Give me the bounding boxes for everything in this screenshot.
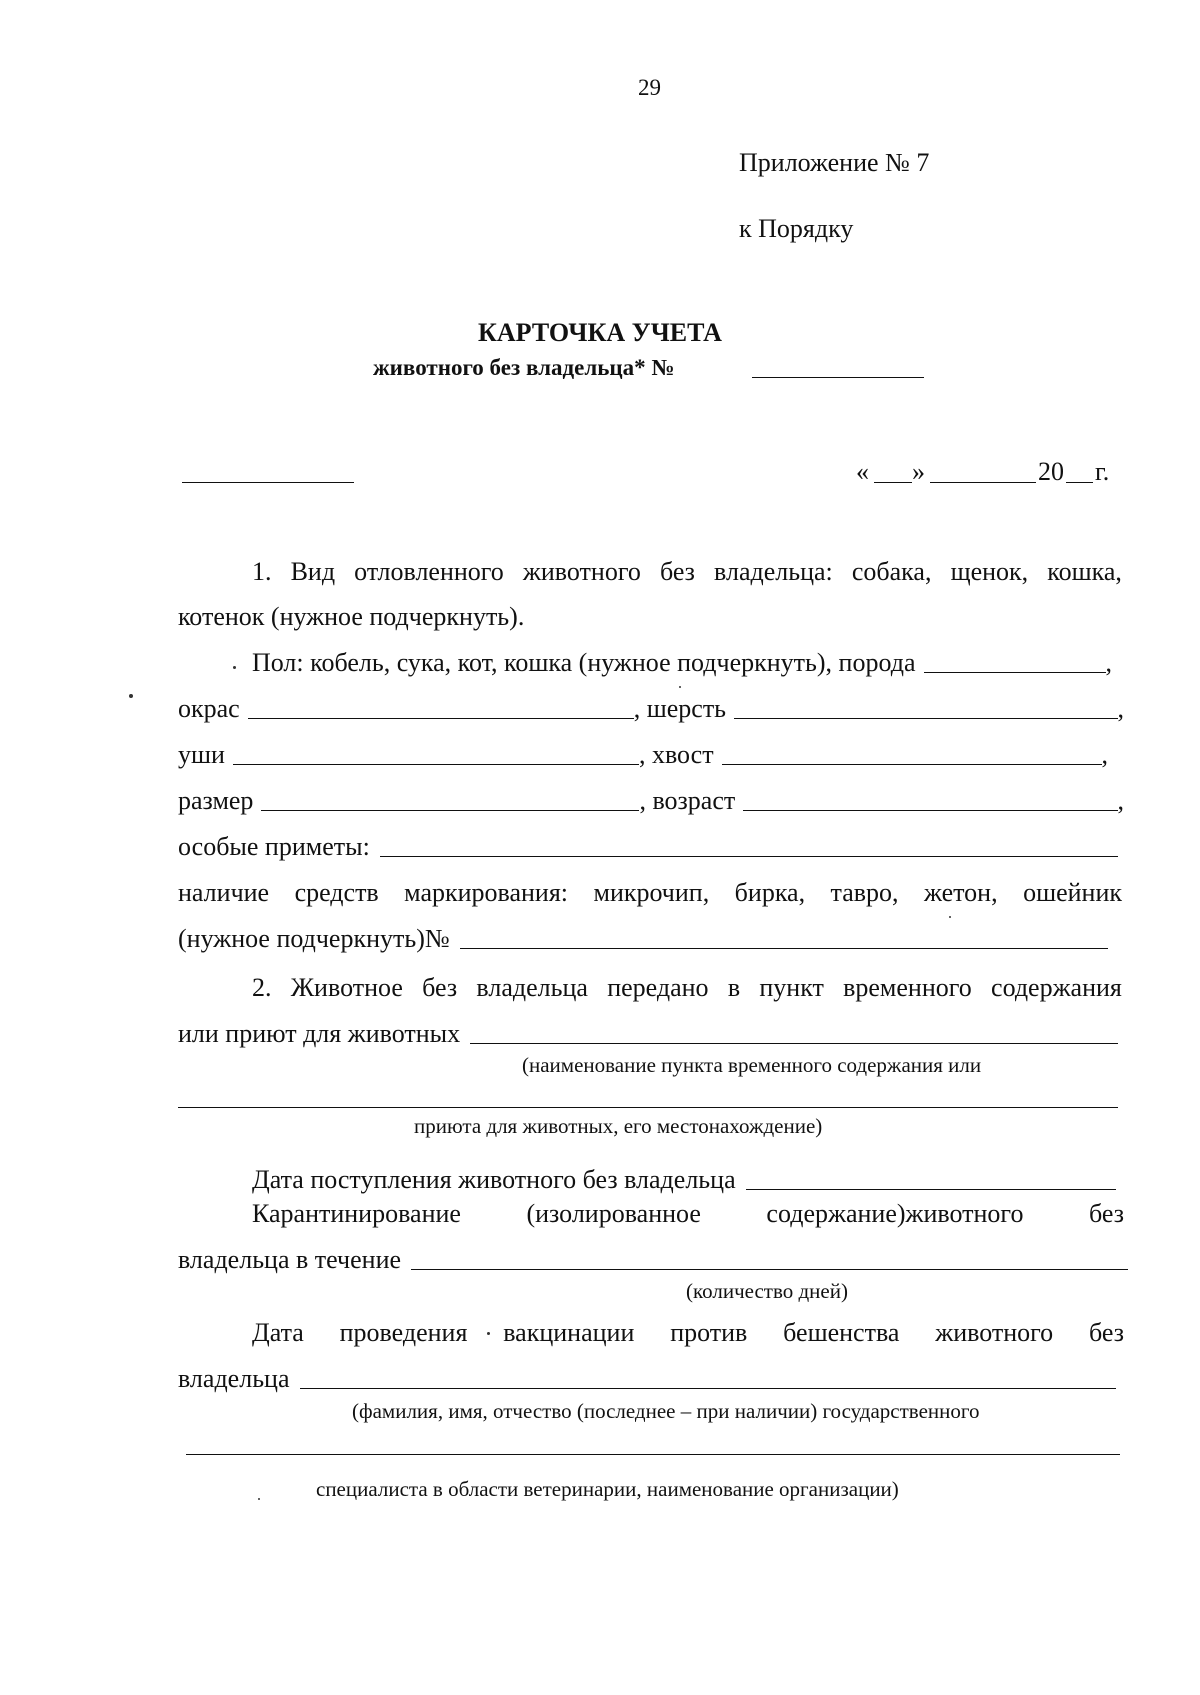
page-number: 29 — [638, 75, 661, 100]
justified-word: 2. — [252, 973, 272, 1002]
justified-word: вакцинации — [503, 1318, 635, 1347]
place-blank — [182, 482, 354, 483]
ears-blank — [233, 763, 639, 765]
shelter-hint-2: приюта для животных, его местонахождение) — [414, 1114, 823, 1138]
justified-word: без — [659, 557, 695, 586]
justified-word: бирка, — [734, 878, 806, 907]
shelter-hint-1: (наименование пункта временного содержания или — [522, 1053, 982, 1077]
justified-word: тавро, — [830, 878, 899, 907]
justified-word: владельца — [476, 973, 588, 1002]
sex-label: Пол: кобель, сука, кот, кошка (нужное подчеркнуть), порода — [252, 648, 916, 677]
transfer-line — [252, 975, 1122, 1001]
card-number-blank — [752, 377, 924, 378]
justified-word: без — [422, 973, 458, 1002]
animal-kind-line — [252, 559, 1122, 585]
justified-word: отловленного — [354, 557, 504, 586]
card-title: КАРТОЧКА УЧЕТА — [478, 318, 722, 347]
justified-word: в — [727, 973, 741, 1002]
comma: , — [1105, 648, 1112, 677]
special-marks-row — [178, 834, 1118, 860]
appendix-number: Приложение № 7 — [739, 148, 930, 177]
arrival-date-blank — [746, 1188, 1116, 1190]
marking-number-row — [178, 926, 1108, 952]
marking-number-blank — [460, 947, 1108, 949]
age-label: , возраст — [639, 786, 736, 815]
justified-word: Вид — [290, 557, 336, 586]
vaccination-label: владельца — [178, 1364, 290, 1393]
appendix-reference: к Порядку — [739, 214, 854, 243]
justified-word: кошка, — [1047, 557, 1122, 586]
justified-word: наличие — [178, 878, 270, 907]
tail-blank — [722, 763, 1102, 765]
marking-line — [178, 880, 1122, 906]
scan-speck — [679, 686, 681, 688]
shelter-row — [178, 1021, 1118, 1047]
justified-word: собака, — [851, 557, 932, 586]
justified-word: проведения — [339, 1318, 468, 1347]
date-open-quote: « — [856, 457, 869, 486]
date-day-blank — [874, 482, 912, 483]
size-blank — [261, 809, 639, 811]
justified-word: маркирования: — [404, 878, 569, 907]
marking-hint: (нужное подчеркнуть)№ — [178, 924, 450, 953]
tail-label: , хвост — [638, 740, 714, 769]
vaccination-line — [252, 1320, 1124, 1346]
date-month-blank — [930, 482, 1036, 483]
arrival-date-row — [252, 1167, 1116, 1193]
justified-word: бешенства — [783, 1318, 900, 1347]
age-blank — [743, 809, 1117, 811]
color-fur-row — [178, 696, 1124, 722]
color-blank — [248, 717, 634, 719]
scan-speck — [949, 916, 951, 918]
justified-word: животного — [522, 557, 641, 586]
quarantine-line — [252, 1201, 1124, 1227]
sex-breed-row — [252, 650, 1112, 676]
date-year-suffix: г. — [1095, 457, 1110, 486]
scan-speck — [258, 1498, 260, 1500]
vet-hint-2: специалиста в области ветеринарии, наименование организации) — [316, 1477, 899, 1501]
quarantine-row — [178, 1247, 1128, 1273]
vaccination-row — [178, 1366, 1116, 1392]
justified-word: Дата — [252, 1318, 304, 1347]
quarantine-days-blank — [411, 1268, 1128, 1270]
justified-word: без — [1088, 1199, 1124, 1228]
shelter-blank — [470, 1042, 1118, 1044]
justified-word: временного — [843, 973, 972, 1002]
justified-word: животного — [935, 1318, 1054, 1347]
justified-word: щенок, — [950, 557, 1029, 586]
fur-blank — [734, 717, 1117, 719]
special-marks-label: особые приметы: — [178, 832, 370, 861]
scan-speck — [487, 1332, 490, 1335]
date-close-quote: » — [912, 457, 925, 486]
shelter-label: или приют для животных — [178, 1019, 461, 1048]
card-subtitle: животного без владельца* № — [373, 355, 675, 380]
vet-hint-1: (фамилия, имя, отчество (последнее – при наличии) государственного — [352, 1399, 980, 1423]
justified-word: средств — [294, 878, 379, 907]
date-year-prefix: 20 — [1038, 457, 1064, 486]
shelter-blank-2 — [178, 1107, 1118, 1108]
justified-word: 1. — [252, 557, 272, 586]
special-marks-blank — [380, 855, 1118, 857]
justified-word: микрочип, — [593, 878, 710, 907]
comma: , — [1101, 740, 1108, 769]
size-label: размер — [178, 786, 254, 815]
days-hint: (количество дней) — [686, 1279, 848, 1303]
scan-speck — [233, 666, 236, 669]
animal-kind-line-2: котенок (нужное подчеркнуть). — [178, 602, 525, 631]
vaccination-blank — [300, 1387, 1116, 1389]
justified-word: Животное — [290, 973, 403, 1002]
justified-word: владельца: — [714, 557, 833, 586]
justified-word: жетон, — [924, 878, 998, 907]
justified-word: передано — [607, 973, 709, 1002]
fur-label: , шерсть — [633, 694, 727, 723]
scan-speck — [129, 694, 133, 698]
justified-word: Карантинирование — [252, 1199, 461, 1228]
justified-word: содержание)животного — [766, 1199, 1024, 1228]
ears-label: уши — [178, 740, 225, 769]
arrival-date-label: Дата поступления животного без владельца — [252, 1165, 736, 1194]
justified-word: содержания — [991, 973, 1122, 1002]
ears-tail-row — [178, 742, 1108, 768]
justified-word: (изолированное — [526, 1199, 701, 1228]
size-age-row — [178, 788, 1124, 814]
breed-blank — [924, 671, 1106, 673]
comma: , — [1117, 786, 1124, 815]
date-year-blank — [1066, 482, 1093, 483]
justified-word: пункт — [759, 973, 824, 1002]
justified-word: против — [670, 1318, 748, 1347]
color-label: окрас — [178, 694, 240, 723]
comma: , — [1117, 694, 1124, 723]
justified-word: без — [1088, 1318, 1124, 1347]
vet-blank-2 — [186, 1454, 1120, 1455]
quarantine-label: владельца в течение — [178, 1245, 402, 1274]
justified-word: ошейник — [1023, 878, 1122, 907]
